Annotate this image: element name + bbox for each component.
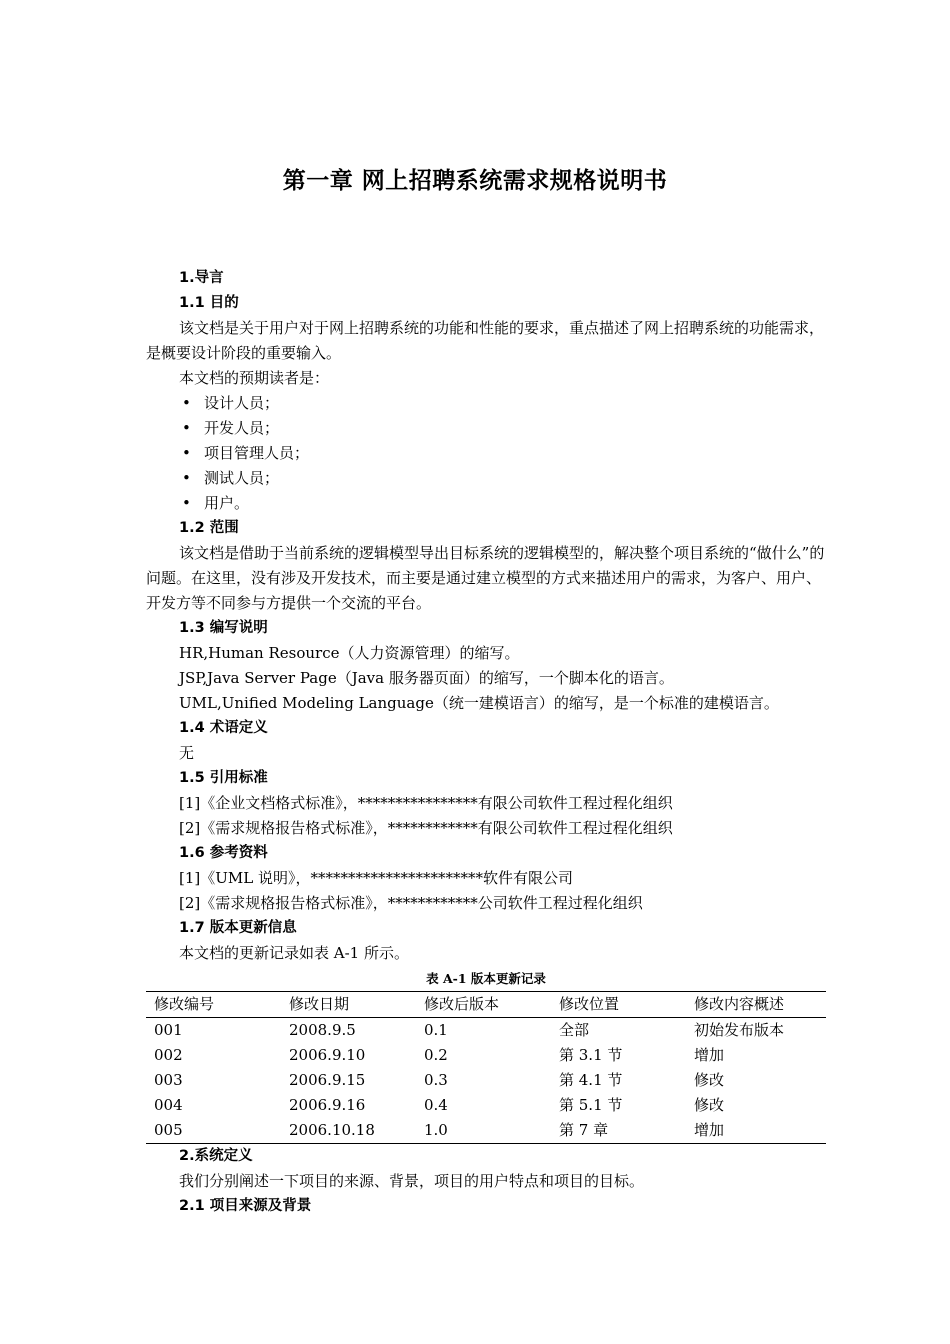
- table-cell: 0.1: [424, 1021, 448, 1039]
- table-cell: 004: [154, 1096, 183, 1114]
- table-cell: 增加: [694, 1046, 725, 1064]
- reference-line: [1]《企业文档格式标准》，****************有限公司软件工程过程化组织: [179, 794, 673, 812]
- section-heading-1-7: 1.7 版本更新信息: [179, 920, 297, 936]
- table-row: [146, 1068, 826, 1093]
- table-cell: 2008.9.5: [289, 1021, 356, 1039]
- reference-line: [2]《需求规格报告格式标准》，************公司软件工程过程化组织: [179, 894, 643, 912]
- version-intro: 本文档的更新记录如表 A-1 所示。: [179, 944, 409, 962]
- bullet-icon: •: [182, 444, 191, 462]
- table-cell: 001: [154, 1021, 183, 1039]
- list-item: • 测试人员；: [146, 466, 826, 491]
- abbreviation-line: UML,Unified Modeling Language（统一建模语言）的缩写，是一个标准的建模语言。: [179, 694, 779, 712]
- section-heading-1-2: 1.2 范围: [179, 520, 239, 536]
- table-cell: 2006.10.18: [281, 1118, 416, 1144]
- table-cell: 0.2: [424, 1046, 448, 1064]
- paragraph-purpose: 该文档是关于用户对于网上招聘系统的功能和性能的要求，重点描述了网上招聘系统的功能需求，是概要设计阶段的重要输入。: [146, 319, 825, 362]
- readers-intro: 本文档的预期读者是：: [179, 369, 330, 387]
- table-cell: 第 3.1 节: [559, 1046, 623, 1064]
- table-cell: 002: [154, 1046, 183, 1064]
- table-cell: 第 7 章: [551, 1118, 686, 1144]
- section-heading-2: 2.系统定义: [179, 1148, 253, 1164]
- abbreviation-line: HR,Human Resource（人力资源管理）的缩写。: [179, 644, 520, 662]
- terms-text: 无: [179, 744, 195, 762]
- table-cell: 2006.9.16: [289, 1096, 366, 1114]
- section-heading-1-1: 1.1 目的: [179, 295, 239, 311]
- section-heading-2-1: 2.1 项目来源及背景: [179, 1198, 312, 1214]
- section-heading-1-4: 1.4 术语定义: [179, 720, 268, 736]
- table-row: [146, 1043, 826, 1068]
- column-header: 修改编号: [146, 992, 281, 1018]
- section-heading-1: 1.导言: [179, 270, 224, 286]
- paragraph-system-definition: 我们分别阐述一下项目的来源、背景，项目的用户特点和项目的目标。: [179, 1172, 645, 1190]
- page-title: 第一章 网上招聘系统需求规格说明书: [282, 168, 668, 194]
- table-cell: 005: [146, 1118, 281, 1144]
- list-item: • 项目管理人员；: [146, 441, 826, 466]
- table-cell: 修改: [694, 1096, 725, 1114]
- table-cell: 第 4.1 节: [559, 1071, 623, 1089]
- column-header: 修改位置: [551, 992, 686, 1018]
- section-heading-1-6: 1.6 参考资料: [179, 845, 268, 861]
- table-row: [146, 1093, 826, 1118]
- column-header: 修改日期: [281, 992, 416, 1018]
- table-cell: 增加: [686, 1118, 826, 1144]
- table-cell: 0.4: [424, 1096, 448, 1114]
- reference-line: [2]《需求规格报告格式标准》，************有限公司软件工程过程化组织: [179, 819, 673, 837]
- table-caption: 表 A-1 版本更新记录: [426, 971, 546, 986]
- bullet-icon: •: [182, 394, 191, 412]
- bullet-icon: •: [182, 494, 191, 512]
- list-item: • 设计人员；: [146, 391, 826, 416]
- table-cell: 修改: [694, 1071, 725, 1089]
- abbreviation-line: JSP,Java Server Page（Java 服务器页面）的缩写，一个脚本化的语言。: [179, 669, 674, 687]
- table-cell: 初始发布版本: [694, 1021, 785, 1039]
- list-item: • 用户。: [146, 491, 826, 516]
- document-body: [146, 266, 826, 1219]
- section-heading-1-5: 1.5 引用标准: [179, 770, 268, 786]
- table-cell: 003: [154, 1071, 183, 1089]
- version-table: [146, 991, 826, 1144]
- bullet-icon: •: [182, 419, 191, 437]
- table-cell: 2006.9.15: [289, 1071, 366, 1089]
- table-row: [146, 1118, 826, 1144]
- table-header-row: [146, 992, 826, 1018]
- table-cell: 1.0: [416, 1118, 551, 1144]
- column-header: 修改内容概述: [686, 992, 826, 1018]
- table-row: [146, 1018, 826, 1044]
- reference-line: [1]《UML 说明》，***********************软件有限公司: [179, 869, 573, 887]
- table-cell: 第 5.1 节: [559, 1096, 623, 1114]
- table-cell: 2006.9.10: [289, 1046, 366, 1064]
- column-header: 修改后版本: [416, 992, 551, 1018]
- table-cell: 0.3: [424, 1071, 448, 1089]
- section-heading-1-3: 1.3 编写说明: [179, 620, 268, 636]
- list-item: • 开发人员；: [146, 416, 826, 441]
- bullet-icon: •: [182, 469, 191, 487]
- paragraph-scope: 该文档是借助于当前系统的逻辑模型导出目标系统的逻辑模型的，解决整个项目系统的“做什么”的问题。在这里，没有涉及开发技术，而主要是通过建立模型的方式来描述用户的需求，为客户、用户、开发方等不同参与方提供一个交流的平台。: [146, 544, 825, 612]
- table-cell: 全部: [559, 1021, 590, 1039]
